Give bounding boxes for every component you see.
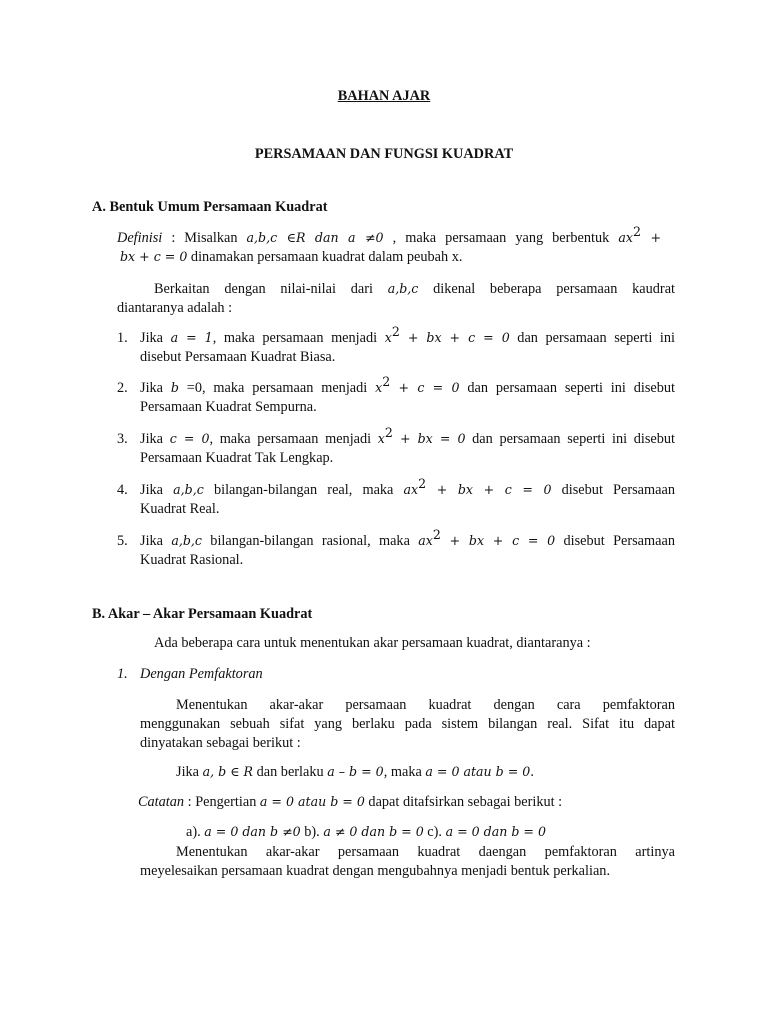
property-rule: Jika a, b ∈ R dan berlaku a – b = 0, maka a = 0 atau b = 0.: [176, 764, 534, 780]
list-item-number: 3.: [117, 431, 128, 447]
intro-paragraph-line-1: Berkaitan dengan nilai-nilai dari a,b,c dikenal beberapa persamaan kaudrat: [154, 281, 676, 297]
list-item-line-1: Jika b =0, maka persamaan menjadi $x^2 + c = 0$ dan persamaan seperti ini disebut: [140, 374, 676, 396]
cases-line: a). a = 0 dan b ≠0 b). a ≠ 0 dan b = 0 c). a = 0 dan b = 0: [186, 824, 546, 840]
paragraph-1-line-1: Menentukan akar-akar persamaan kuadrat dengan cara pemfaktoran: [176, 697, 675, 713]
document-subtitle: PERSAMAAN DAN FUNGSI KUADRAT: [254, 146, 514, 162]
definition-line-1: Definisi : Misalkan a,b,c ∈R dan a ≠0 , maka persamaan yang berbentuk $ax^2$ +: [117, 224, 661, 246]
definition-label: Definisi: [117, 230, 163, 246]
note-label: Catatan: [138, 794, 185, 810]
paragraph-2-line-2: meyelesaikan persamaan kuadrat dengan mengubahnya menjadi bentuk perkalian.: [140, 863, 611, 879]
list-item-line-1: Jika a,b,c bilangan-bilangan rasional, maka $ax^2$ + bx + c = 0 disebut Persamaan: [140, 527, 675, 549]
list-item-line-1: Jika c = 0, maka persamaan menjadi $x^2$ + bx = 0 dan persamaan seperti ini disebut: [140, 425, 676, 447]
document-title: BAHAN AJAR: [337, 88, 431, 104]
list-item-line-2: disebut Persamaan Kuadrat Biasa.: [140, 349, 336, 365]
intro-paragraph-line-2: diantaranya adalah :: [117, 300, 233, 316]
section-b-intro: Ada beberapa cara untuk menentukan akar persamaan kuadrat, diantaranya :: [154, 635, 591, 651]
list-item-line-2: Persamaan Kuadrat Tak Lengkap.: [140, 450, 334, 466]
paragraph-2-line-1: Menentukan akar-akar persamaan kuadrat daengan pemfaktoran artinya: [176, 844, 675, 860]
definition-line-2: bx + c = 0 dinamakan persamaan kuadrat dalam peubah x.: [120, 249, 463, 265]
list-item-line-2: Kuadrat Real.: [140, 501, 220, 517]
list-item-line-2: Persamaan Kuadrat Sempurna.: [140, 399, 317, 415]
paragraph-1-line-3: dinyatakan sebagai berikut :: [140, 735, 301, 751]
list-item-line-1: Jika a = 1, maka persamaan menjadi $x^2$ + bx + c = 0 dan persamaan seperti ini: [140, 324, 675, 346]
list-item-number: 4.: [117, 482, 128, 498]
subsection-1-number: 1.: [117, 666, 128, 682]
section-a-heading: A. Bentuk Umum Persamaan Kuadrat: [92, 199, 328, 215]
note-line: Catatan : Pengertian a = 0 atau b = 0 dapat ditafsirkan sebagai berikut :: [138, 794, 563, 810]
section-b-heading: B. Akar – Akar Persamaan Kuadrat: [92, 606, 313, 622]
list-item-number: 5.: [117, 533, 128, 549]
list-item-number: 1.: [117, 330, 128, 346]
subsection-1-title: Dengan Pemfaktoran: [140, 666, 263, 682]
list-item-line-2: Kuadrat Rasional.: [140, 552, 244, 568]
paragraph-1-line-2: menggunakan sebuah sifat yang berlaku pada sistem bilangan real. Sifat itu dapat: [140, 716, 675, 732]
list-item-line-1: Jika a,b,c bilangan-bilangan real, maka $ax^2$ + bx + c = 0 disebut Persamaan: [140, 476, 675, 498]
list-item-number: 2.: [117, 380, 128, 396]
